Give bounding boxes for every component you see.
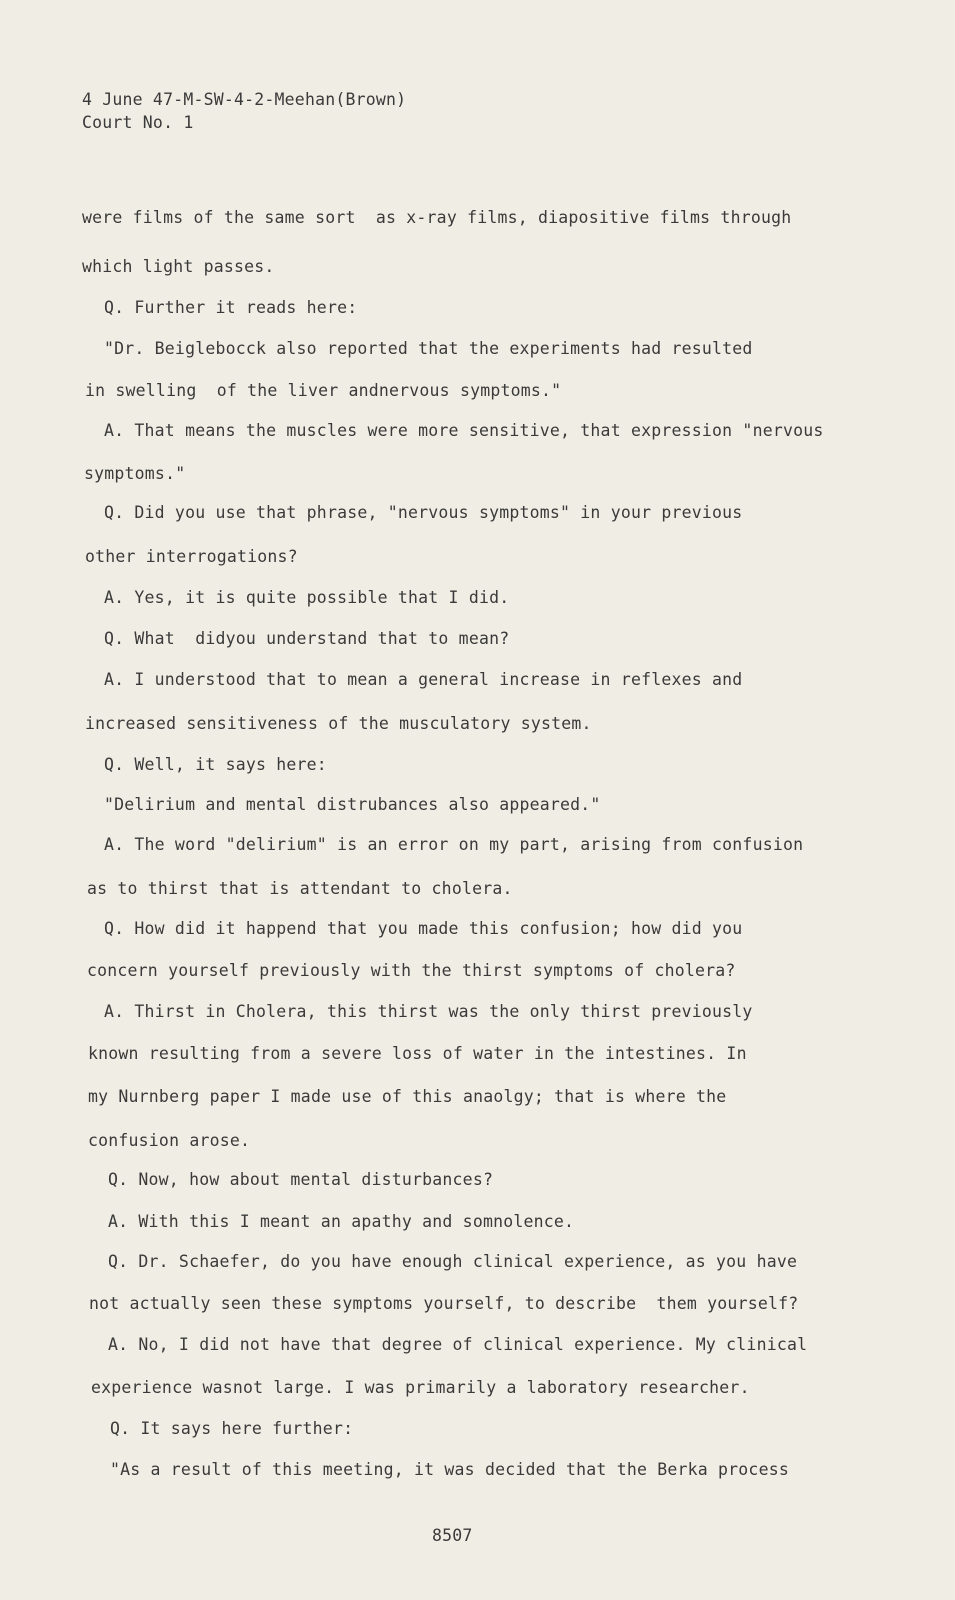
- text-line: increased sensitiveness of the musculatory system.: [85, 714, 592, 733]
- text-line: symptoms.": [84, 464, 186, 483]
- header-line-2: Court No. 1: [82, 113, 194, 132]
- text-line: other interrogations?: [85, 547, 298, 566]
- text-line: experience wasnot large. I was primarily a laboratory researcher.: [91, 1378, 750, 1397]
- text-line: which light passes.: [82, 257, 275, 276]
- document-header: [82, 88, 406, 134]
- text-line: A. Thirst in Cholera, this thirst was the only thirst previously: [104, 1002, 753, 1021]
- text-line: A. That means the muscles were more sensitive, that expression "nervous: [104, 421, 824, 440]
- text-line: were films of the same sort as x-ray films, diapositive films through: [82, 208, 792, 227]
- text-line: Q. Further it reads here:: [104, 298, 358, 317]
- text-line: A. Yes, it is quite possible that I did.: [104, 588, 510, 607]
- text-line: Q. Did you use that phrase, "nervous symptoms" in your previous: [104, 503, 743, 522]
- text-line: Q. Well, it says here:: [104, 755, 327, 774]
- text-line: "Dr. Beiglebocck also reported that the experiments had resulted: [104, 339, 753, 358]
- text-line: "As a result of this meeting, it was decided that the Berka process: [110, 1460, 789, 1479]
- text-line: A. I understood that to mean a general increase in reflexes and: [104, 670, 743, 689]
- text-line: Q. What didyou understand that to mean?: [104, 629, 510, 648]
- text-line: Q. Now, how about mental disturbances?: [108, 1170, 494, 1189]
- text-line: Q. Dr. Schaefer, do you have enough clinical experience, as you have: [108, 1252, 798, 1271]
- text-line: not actually seen these symptoms yourself, to describe them yourself?: [89, 1294, 799, 1313]
- text-line: A. No, I did not have that degree of clinical experience. My clinical: [108, 1335, 808, 1354]
- text-line: my Nurnberg paper I made use of this anaolgy; that is where the: [88, 1087, 727, 1106]
- text-line: A. With this I meant an apathy and somnolence.: [108, 1212, 575, 1231]
- text-line: A. The word "delirium" is an error on my part, arising from confusion: [104, 835, 804, 854]
- header-line-1: 4 June 47-M-SW-4-2-Meehan(Brown): [82, 90, 407, 109]
- text-line: concern yourself previously with the thirst symptoms of cholera?: [87, 961, 736, 980]
- text-line: known resulting from a severe loss of water in the intestines. In: [88, 1044, 747, 1063]
- text-line: Q. How did it happend that you made this confusion; how did you: [104, 919, 743, 938]
- text-line: "Delirium and mental distrubances also appeared.": [104, 795, 601, 814]
- text-line: as to thirst that is attendant to cholera.: [87, 879, 513, 898]
- text-line: in swelling of the liver andnervous symptoms.": [85, 381, 562, 400]
- text-line: confusion arose.: [88, 1131, 251, 1150]
- page-number: 8507: [432, 1526, 473, 1545]
- text-line: Q. It says here further:: [110, 1419, 354, 1438]
